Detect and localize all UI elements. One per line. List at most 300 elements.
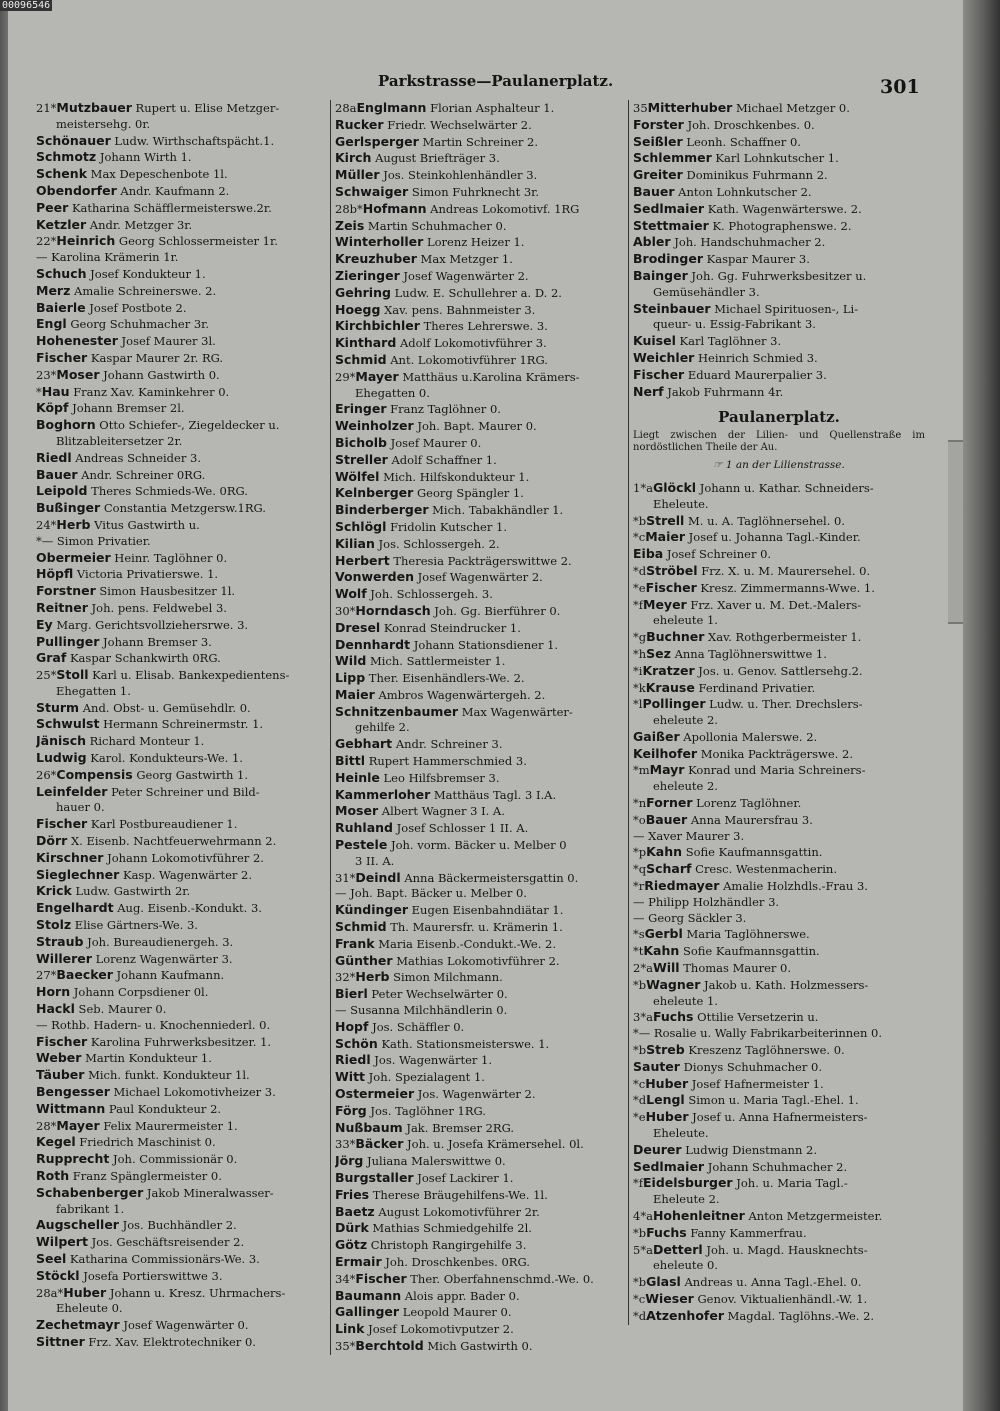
directory-entry: Riedl Andreas Schneider 3. — [36, 449, 201, 465]
entry-surname: Dennhardt — [335, 636, 411, 652]
entry-surname: Bauer — [645, 811, 688, 827]
entry-surname: Ludwig — [36, 750, 87, 766]
directory-entry: Schnitzenbaumer Max Wagenwärter- — [335, 703, 573, 719]
directory-entry: 28*Mayer Felix Maurermeister 1. — [36, 1117, 238, 1133]
entry-surname: Augscheller — [36, 1217, 119, 1233]
directory-entry: 26*Compensis Georg Gastwirth 1. — [36, 766, 248, 782]
entry-surname: Schmotz — [36, 149, 97, 165]
page-number: 301 — [880, 76, 920, 98]
entry-surname: Schenk — [36, 166, 88, 182]
entry-surname: Wild — [335, 653, 367, 669]
directory-entry: Köpf Johann Bremser 2l. — [36, 400, 185, 416]
entry-surname: Binderberger — [335, 502, 429, 518]
entry-continuation: eheleute 0. — [653, 1258, 718, 1273]
directory-entry: Augscheller Jos. Buchhändler 2. — [36, 1217, 237, 1233]
entry-surname: Engelhardt — [36, 900, 114, 916]
entry-surname: Meyer — [643, 596, 687, 612]
entry-surname: Mayr — [649, 762, 685, 778]
entry-surname: Bauer — [36, 466, 78, 482]
entry-surname: Kirchbichler — [335, 318, 420, 334]
entry-continuation: hauer 0. — [56, 800, 105, 815]
directory-entry: Boghorn Otto Schiefer-, Ziegeldecker u. — [36, 417, 280, 433]
entry-surname: Kahn — [646, 844, 683, 860]
directory-entry: 29*Mayer Matthäus u.Karolina Krämers- — [335, 368, 580, 384]
directory-entry: Greiter Dominikus Fuhrmann 2. — [633, 167, 828, 183]
entry-surname: Kirch — [335, 150, 372, 166]
entry-surname: Fries — [335, 1186, 370, 1202]
directory-entry: *cMaier Josef u. Johanna Tagl.-Kinder. — [633, 529, 861, 545]
entry-surname: Glöckl — [652, 479, 697, 495]
directory-entry: Kreuzhuber Max Metzger 1. — [335, 251, 513, 267]
directory-entry: Herbert Theresia Packträgerswittwe 2. — [335, 552, 572, 568]
entry-surname: Mayer — [355, 368, 399, 384]
entry-surname: Gerbl — [644, 926, 683, 942]
entry-surname: Kelnberger — [335, 485, 414, 501]
directory-entry: *eFischer Kresz. Zimmermanns-Wwe. 1. — [633, 579, 875, 595]
entry-surname: Compensis — [56, 766, 133, 782]
directory-entry: *— Simon Privatier. — [36, 533, 151, 548]
entry-continuation: Gemüsehändler 3. — [653, 284, 760, 299]
directory-entry: Ruhland Josef Schlosser 1 II. A. — [335, 820, 529, 836]
directory-entry: Ey Marg. Gerichtsvollziehersrwe. 3. — [36, 616, 249, 632]
directory-entry: Dennhardt Johann Stationsdiener 1. — [335, 636, 559, 652]
entry-surname: Jörg — [335, 1153, 364, 1169]
entry-surname: Fuchs — [652, 1009, 694, 1025]
entry-surname: Ruhland — [335, 820, 393, 836]
entry-surname: Baumann — [335, 1287, 402, 1303]
entry-surname: Hoegg — [335, 301, 381, 317]
directory-entry: Dörr X. Eisenb. Nachtfeuerwehrmann 2. — [36, 833, 277, 849]
directory-entry: Schmotz Johann Wirth 1. — [36, 149, 192, 165]
entry-surname: Fischer — [36, 1033, 88, 1049]
directory-entry: Steinbauer Michael Spirituosen-, Li- — [633, 300, 859, 316]
entry-surname: Höpfl — [36, 566, 74, 582]
entry-surname: Peer — [36, 199, 69, 215]
directory-entry: Wittmann Paul Kondukteur 2. — [36, 1100, 222, 1116]
directory-entry: Seißler Leonh. Schaffner 0. — [633, 133, 801, 149]
entry-surname: Dörr — [36, 833, 68, 849]
directory-entry: Stettmaier K. Photographenswe. 2. — [633, 217, 852, 233]
directory-entry: 21*Mutzbauer Rupert u. Elise Metzger- — [36, 100, 280, 115]
entry-surname: Schabenberger — [36, 1184, 144, 1200]
entry-surname: Kratzer — [642, 662, 695, 678]
entry-surname: Wölfel — [335, 468, 380, 484]
entry-surname: Forstner — [36, 583, 96, 599]
entry-surname: Hofmann — [362, 200, 427, 216]
entry-continuation: Ehegatten 0. — [355, 385, 430, 400]
entry-surname: Pestele — [335, 837, 388, 853]
entry-surname: Sieglechner — [36, 866, 120, 882]
entry-surname: Weber — [36, 1050, 82, 1066]
directory-entry: *dLengl Simon u. Maria Tagl.-Ehel. 1. — [633, 1092, 859, 1108]
entry-surname: Schlögl — [335, 518, 387, 534]
directory-entry: Leinfelder Peter Schreiner und Bild- — [36, 783, 260, 799]
directory-entry: Bauer Anton Lohnkutscher 2. — [633, 183, 812, 199]
directory-entry: Binderberger Mich. Tabakhändler 1. — [335, 502, 564, 518]
entry-surname: Engl — [36, 316, 67, 332]
entry-continuation: eheleute 1. — [653, 613, 718, 628]
entry-surname: Buchner — [646, 629, 705, 645]
entry-continuation: Eheleute. — [653, 1126, 709, 1141]
directory-entry: 33*Bäcker Joh. u. Josefa Krämersehel. 0l. — [335, 1136, 584, 1152]
directory-entry: Moser Albert Wagner 3 I. A. — [335, 803, 505, 819]
entry-surname: Horn — [36, 984, 71, 1000]
entry-surname: Seel — [36, 1250, 67, 1266]
entry-surname: Riedmayer — [644, 878, 720, 894]
directory-entry: Fries Therese Bräugehilfens-We. 1l. — [335, 1186, 548, 1202]
directory-entry: Schwaiger Simon Fuhrknecht 3r. — [335, 183, 540, 199]
directory-entry: Obendorfer Andr. Kaufmann 2. — [36, 182, 230, 198]
directory-entry: *gBuchner Xav. Rothgerbermeister 1. — [633, 629, 862, 645]
directory-entry: Burgstaller Josef Lackirer 1. — [335, 1170, 514, 1185]
directory-entry: Kegel Friedrich Maschinist 0. — [36, 1134, 216, 1150]
directory-entry: Dürk Mathias Schmiedgehilfe 2l. — [335, 1220, 532, 1236]
entry-surname: Wieser — [645, 1290, 694, 1306]
directory-entry: Ostermeier Jos. Wagenwärter 2. — [335, 1086, 536, 1102]
directory-entry: Kinthard Adolf Lokomotivführer 3. — [335, 335, 547, 351]
directory-entry: 31*Deindl Anna Bäckermeistersgattin 0. — [335, 869, 579, 885]
directory-entry: Weichler Heinrich Schmied 3. — [633, 349, 818, 365]
directory-entry: Kündinger Eugen Eisenbahndiätar 1. — [335, 902, 564, 918]
directory-entry: Peer Katharina Schäfflermeisterswe.2r. — [36, 199, 272, 215]
entry-continuation: Eheleute. — [653, 496, 709, 511]
directory-entry: *tKahn Sofie Kaufmannsgattin. — [633, 943, 820, 959]
entry-surname: Hohenester — [36, 333, 118, 349]
directory-entry: Schmid Th. Maurersfr. u. Krämerin 1. — [335, 919, 563, 935]
directory-entry: 28b*Hofmann Andreas Lokomotivf. 1RG — [335, 200, 580, 216]
directory-entry: Baierle Josef Postbote 2. — [36, 299, 187, 315]
directory-entry: Link Josef Lokomotivputzer 2. — [335, 1321, 514, 1337]
directory-entry: Deurer Ludwig Dienstmann 2. — [633, 1141, 817, 1157]
directory-entry: Keilhofer Monika Packträgerswe. 2. — [633, 745, 853, 761]
entry-surname: Günther — [335, 952, 393, 968]
directory-entry: *dStröbel Frz. X. u. M. Maurersehel. 0. — [633, 562, 871, 578]
entry-surname: Moser — [335, 803, 379, 819]
directory-entry: Obermeier Heinr. Taglöhner 0. — [36, 549, 228, 565]
directory-entry: Gallinger Leopold Maurer 0. — [335, 1304, 512, 1320]
entry-surname: Heinle — [335, 769, 380, 785]
entry-surname: Sauter — [633, 1058, 680, 1074]
entry-surname: Maier — [335, 686, 375, 702]
directory-entry: 35Mitterhuber Michael Metzger 0. — [633, 100, 850, 115]
directory-entry: Zechetmayr Josef Wagenwärter 0. — [36, 1317, 249, 1333]
entry-continuation: Ehegatten 1. — [56, 683, 131, 698]
entry-surname: Steinbauer — [633, 300, 711, 316]
entry-surname: Wolf — [335, 586, 367, 602]
directory-entry: *pKahn Sofie Kaufmannsgattin. — [633, 844, 823, 860]
directory-entry: Leipold Theres Schmieds-We. 0RG. — [36, 483, 248, 499]
directory-entry: Schwulst Hermann Schreinermstr. 1. — [36, 716, 264, 732]
directory-entry: Hohenester Josef Maurer 3l. — [36, 333, 216, 349]
directory-entry: Eringer Franz Taglöhner 0. — [335, 401, 501, 417]
entry-surname: Rucker — [335, 116, 384, 132]
directory-entry: 32*Herb Simon Milchmann. — [335, 969, 503, 985]
directory-entry: Bierl Peter Wechselwärter 0. — [335, 986, 508, 1002]
entry-surname: Zieringer — [335, 267, 400, 283]
directory-entry: Zieringer Josef Wagenwärter 2. — [335, 267, 529, 283]
entry-surname: Ey — [36, 616, 53, 632]
directory-entry: *eHuber Josef u. Anna Hafnermeisters- — [633, 1109, 868, 1125]
directory-entry: 4*aHohenleitner Anton Metzgermeister. — [633, 1208, 883, 1223]
directory-entry: 30*Horndasch Joh. Gg. Bierführer 0. — [335, 602, 561, 618]
entry-surname: Kündinger — [335, 902, 408, 918]
entry-surname: Fischer — [36, 816, 88, 832]
entry-surname: Schwaiger — [335, 183, 409, 199]
directory-entry: Wilpert Jos. Geschäftsreisender 2. — [36, 1234, 245, 1250]
directory-entry: Götz Christoph Rangirgehilfe 3. — [335, 1237, 527, 1253]
directory-entry: Forster Joh. Droschkenbes. 0. — [633, 116, 815, 132]
directory-entry: Horn Johann Corpsdiener 0l. — [36, 984, 209, 1000]
directory-entry: Kuisel Karl Taglöhner 3. — [633, 333, 782, 349]
entry-surname: Kuisel — [633, 333, 676, 349]
directory-entry: — Susanna Milchhändlerin 0. — [335, 1003, 508, 1018]
entry-surname: Dürk — [335, 1220, 369, 1236]
entry-surname: Kahn — [643, 943, 680, 959]
directory-entry: — Xaver Maurer 3. — [633, 828, 745, 843]
entry-continuation: 3 II. A. — [355, 853, 395, 868]
directory-entry: *sGerbl Maria Taglöhnerswe. — [633, 926, 810, 942]
entry-surname: Leipold — [36, 483, 88, 499]
section-reference: ☞ 1 an der Lilienstrasse. — [713, 459, 845, 472]
entry-surname: Willerer — [36, 950, 92, 966]
entry-surname: Bittl — [335, 753, 366, 769]
entry-surname: Herbert — [335, 552, 390, 568]
directory-entry: Witt Joh. Spezialagent 1. — [335, 1069, 485, 1085]
directory-entry: Kirch August Briefträger 3. — [335, 150, 500, 166]
column-2 — [330, 100, 627, 1355]
directory-entry: *— Rosalie u. Wally Fabrikarbeiterinnen 0. — [633, 1026, 882, 1041]
entry-surname: Lengl — [646, 1092, 685, 1108]
entry-surname: Obermeier — [36, 549, 111, 565]
page-header: Parkstrasse—Paulanerplatz. — [378, 72, 614, 90]
entry-surname: Hohenleitner — [652, 1208, 745, 1223]
entry-surname: Winterholler — [335, 234, 424, 250]
directory-entry: *cHuber Josef Hafnermeister 1. — [633, 1075, 824, 1091]
entry-surname: Atzenhofer — [646, 1307, 724, 1323]
entry-surname: Sittner — [36, 1333, 85, 1349]
entry-continuation: eheleute 2. — [653, 713, 718, 728]
entry-surname: Leinfelder — [36, 783, 108, 799]
directory-entry: *rRiedmayer Amalie Holzhdls.-Frau 3. — [633, 878, 868, 894]
directory-entry: 34*Fischer Ther. Oberfahnenschmd.-We. 0. — [335, 1270, 594, 1286]
directory-entry: Hopf Jos. Schäffler 0. — [335, 1018, 465, 1034]
entry-surname: Vonwerden — [335, 569, 414, 585]
entry-surname: Englmann — [356, 100, 427, 115]
entry-surname: Will — [652, 960, 680, 976]
directory-entry: Sauter Dionys Schuhmacher 0. — [633, 1058, 822, 1074]
entry-surname: Brodinger — [633, 251, 704, 267]
entry-surname: Schön — [335, 1035, 378, 1051]
directory-entry: Gerlsperger Martin Schreiner 2. — [335, 133, 539, 149]
entry-continuation: fabrikant 1. — [56, 1201, 125, 1216]
entry-surname: Hau — [41, 383, 70, 399]
directory-entry: Schenk Max Depeschenbote 1l. — [36, 166, 228, 182]
entry-surname: Kilian — [335, 535, 375, 551]
directory-entry: Baetz August Lokomotivführer 2r. — [335, 1203, 540, 1219]
entry-surname: Stolz — [36, 917, 72, 933]
directory-entry: Ermair Joh. Droschkenbes. 0RG. — [335, 1253, 530, 1269]
directory-entry: Kirschner Johann Lokomotivführer 2. — [36, 849, 264, 865]
directory-entry: Dresel Konrad Steindrucker 1. — [335, 619, 521, 635]
entry-surname: Eidelsburger — [643, 1175, 733, 1191]
directory-entry: Weinholzer Joh. Bapt. Maurer 0. — [335, 418, 537, 434]
entry-surname: Huber — [645, 1109, 689, 1125]
directory-entry: Bainger Joh. Gg. Fuhrwerksbesitzer u. — [633, 267, 867, 283]
section-description: Liegt zwischen der Lilien- und Quellenstraße im nordöstlichen Theile der Au. — [633, 430, 925, 454]
directory-entry: Wild Mich. Sattlermeister 1. — [335, 653, 506, 669]
directory-entry: 5*aDetterl Joh. u. Magd. Hausknechts- — [633, 1241, 868, 1257]
directory-entry: Täuber Mich. funkt. Kondukteur 1l. — [36, 1067, 250, 1083]
entry-surname: Forster — [633, 116, 684, 132]
entry-surname: Schmid — [335, 919, 387, 935]
page-tab — [948, 440, 963, 624]
directory-entry: *Hau Franz Xav. Kaminkehrer 0. — [36, 383, 230, 399]
entry-surname: Schmid — [335, 351, 387, 367]
entry-surname: Riedl — [36, 449, 72, 465]
entry-surname: Kammerloher — [335, 786, 431, 802]
directory-entry: Pullinger Johann Bremser 3. — [36, 633, 212, 649]
directory-entry: Fischer Karolina Fuhrwerksbesitzer. 1. — [36, 1033, 272, 1049]
directory-entry: *fMeyer Frz. Xaver u. M. Det.-Malers- — [633, 596, 862, 612]
entry-surname: Fischer — [645, 579, 697, 595]
directory-entry: 25*Stoll Karl u. Elisab. Bankexpedientens- — [36, 667, 290, 683]
directory-entry: Merz Amalie Schreinerswe. 2. — [36, 282, 217, 298]
entry-surname: Wittmann — [36, 1100, 106, 1116]
directory-entry: — Rothb. Hadern- u. Knochenniederl. 0. — [36, 1017, 271, 1032]
directory-entry: 2*aWill Thomas Maurer 0. — [633, 960, 792, 976]
directory-entry: Vonwerden Josef Wagenwärter 2. — [335, 569, 543, 585]
entry-continuation: Blitzableitersetzer 2r. — [56, 433, 183, 448]
entry-surname: Sez — [646, 645, 671, 661]
directory-entry: Stöckl Josefa Portierswittwe 3. — [36, 1267, 223, 1283]
directory-entry: Jänisch Richard Monteur 1. — [36, 733, 205, 749]
directory-entry: *dAtzenhofer Magdal. Taglöhns.-We. 2. — [633, 1307, 875, 1323]
entry-surname: Mutzbauer — [56, 100, 132, 115]
entry-surname: Kreuzhuber — [335, 251, 417, 267]
entry-surname: Schwulst — [36, 716, 100, 732]
entry-surname: Jänisch — [36, 733, 87, 749]
directory-entry: — Joh. Bapt. Bäcker u. Melber 0. — [335, 886, 527, 901]
entry-surname: Burgstaller — [335, 1170, 414, 1185]
directory-entry: Straub Joh. Bureaudienergeh. 3. — [36, 933, 234, 949]
entry-surname: Pullinger — [36, 633, 100, 649]
section-title: Paulanerplatz. — [718, 408, 840, 427]
directory-entry: Engl Georg Schuhmacher 3r. — [36, 316, 210, 332]
directory-entry: Abler Joh. Handschuhmacher 2. — [633, 234, 826, 250]
directory-entry: Bußinger Constantia Metzgersw.1RG. — [36, 500, 266, 516]
directory-entry: Bittl Rupert Hammerschmied 3. — [335, 753, 527, 769]
entry-surname: Streller — [335, 451, 388, 467]
entry-surname: Riedl — [335, 1052, 371, 1068]
entry-surname: Zechetmayr — [36, 1317, 120, 1333]
entry-surname: Maier — [645, 529, 686, 545]
directory-entry: Fischer Kaspar Maurer 2r. RG. — [36, 349, 224, 365]
entry-surname: Gebhart — [335, 736, 393, 752]
entry-surname: Pollinger — [642, 696, 706, 712]
directory-entry: Brodinger Kaspar Maurer 3. — [633, 251, 810, 267]
directory-entry: Graf Kaspar Schankwirth 0RG. — [36, 650, 221, 666]
entry-continuation: meistersehg. 0r. — [56, 116, 151, 131]
entry-surname: Sedlmaier — [633, 1158, 705, 1174]
directory-entry: Rucker Friedr. Wechselwärter 2. — [335, 116, 532, 132]
entry-surname: Eringer — [335, 401, 387, 417]
entry-surname: Fischer — [355, 1270, 407, 1286]
directory-entry: Kilian Jos. Schlossergeh. 2. — [335, 535, 500, 551]
entry-surname: Gehring — [335, 284, 391, 300]
entry-surname: Krick — [36, 883, 72, 899]
directory-entry: — Karolina Krämerin 1r. — [36, 250, 179, 265]
entry-surname: Weinholzer — [335, 418, 414, 434]
directory-entry: Sieglechner Kasp. Wagenwärter 2. — [36, 866, 253, 882]
directory-entry: Wölfel Mich. Hilfskondukteur 1. — [335, 468, 530, 484]
directory-entry: Nußbaum Jak. Bremser 2RG. — [335, 1119, 514, 1135]
directory-entry: *bStreb Kreszenz Taglöhnerswe. 0. — [633, 1042, 845, 1058]
directory-entry: Gebhart Andr. Schreiner 3. — [335, 736, 503, 752]
directory-entry: Fischer Karl Postbureaudiener 1. — [36, 816, 238, 832]
entry-surname: Stoll — [56, 667, 89, 683]
directory-entry: Rupprecht Joh. Commissionär 0. — [36, 1151, 238, 1167]
directory-entry: Bengesser Michael Lokomotivheizer 3. — [36, 1084, 276, 1100]
entry-surname: Greiter — [633, 167, 683, 183]
scan-id: 00096546 — [2, 0, 51, 11]
entry-surname: Obendorfer — [36, 182, 117, 198]
directory-entry: Eiba Josef Schreiner 0. — [633, 546, 772, 562]
directory-entry: 22*Heinrich Georg Schlossermeister 1r. — [36, 233, 278, 249]
entry-surname: Link — [335, 1321, 365, 1337]
directory-entry: *hSez Anna Taglöhnerswittwe 1. — [633, 645, 827, 661]
entry-surname: Herb — [355, 969, 390, 985]
directory-entry: Streller Adolf Schaffner 1. — [335, 451, 497, 467]
directory-entry: 27*Baecker Johann Kaufmann. — [36, 967, 225, 983]
entry-surname: Deurer — [633, 1141, 682, 1157]
entry-surname: Hackl — [36, 1001, 75, 1017]
directory-entry: 28aEnglmann Florian Asphalteur 1. — [335, 100, 555, 115]
directory-entry: Willerer Lorenz Wagenwärter 3. — [36, 950, 233, 966]
directory-entry: Kelnberger Georg Spängler 1. — [335, 485, 524, 501]
entry-surname: Müller — [335, 167, 380, 183]
entry-surname: Baetz — [335, 1203, 375, 1219]
directory-entry: *qScharf Cresc. Westenmacherin. — [633, 861, 837, 877]
directory-entry: Bauer Andr. Schreiner 0RG. — [36, 466, 206, 482]
entry-surname: Fuchs — [646, 1224, 687, 1240]
entry-surname: Huber — [63, 1284, 107, 1300]
entry-surname: Merz — [36, 282, 71, 298]
directory-entry: 23*Moser Johann Gastwirth 0. — [36, 366, 220, 382]
entry-surname: Gallinger — [335, 1304, 400, 1320]
directory-entry: Baumann Alois appr. Bader 0. — [335, 1287, 520, 1303]
directory-entry: Krick Ludw. Gastwirth 2r. — [36, 883, 191, 899]
entry-surname: Mayer — [56, 1117, 100, 1133]
directory-entry: Maier Ambros Wagenwärtergeh. 2. — [335, 686, 546, 702]
directory-entry: *nForner Lorenz Taglöhner. — [633, 795, 802, 811]
entry-surname: Bußinger — [36, 500, 101, 516]
directory-entry: *fEidelsburger Joh. u. Maria Tagl.- — [633, 1175, 848, 1191]
directory-entry: Ketzler Andr. Metzger 3r. — [36, 216, 193, 232]
entry-surname: Deindl — [355, 869, 401, 885]
entry-surname: Reitner — [36, 599, 88, 615]
directory-entry: Frank Maria Eisenb.-Condukt.-We. 2. — [335, 935, 556, 951]
entry-surname: Horndasch — [355, 602, 431, 618]
entry-continuation: eheleute 1. — [653, 993, 718, 1008]
entry-surname: Roth — [36, 1168, 70, 1183]
entry-surname: Kirschner — [36, 849, 104, 865]
entry-surname: Götz — [335, 1237, 368, 1253]
entry-surname: Strell — [646, 512, 685, 528]
entry-surname: Frank — [335, 935, 375, 951]
entry-surname: Bengesser — [36, 1084, 110, 1100]
entry-surname: Krause — [645, 679, 695, 695]
directory-entry: Sturm And. Obst- u. Gemüsehdlr. 0. — [36, 699, 251, 715]
